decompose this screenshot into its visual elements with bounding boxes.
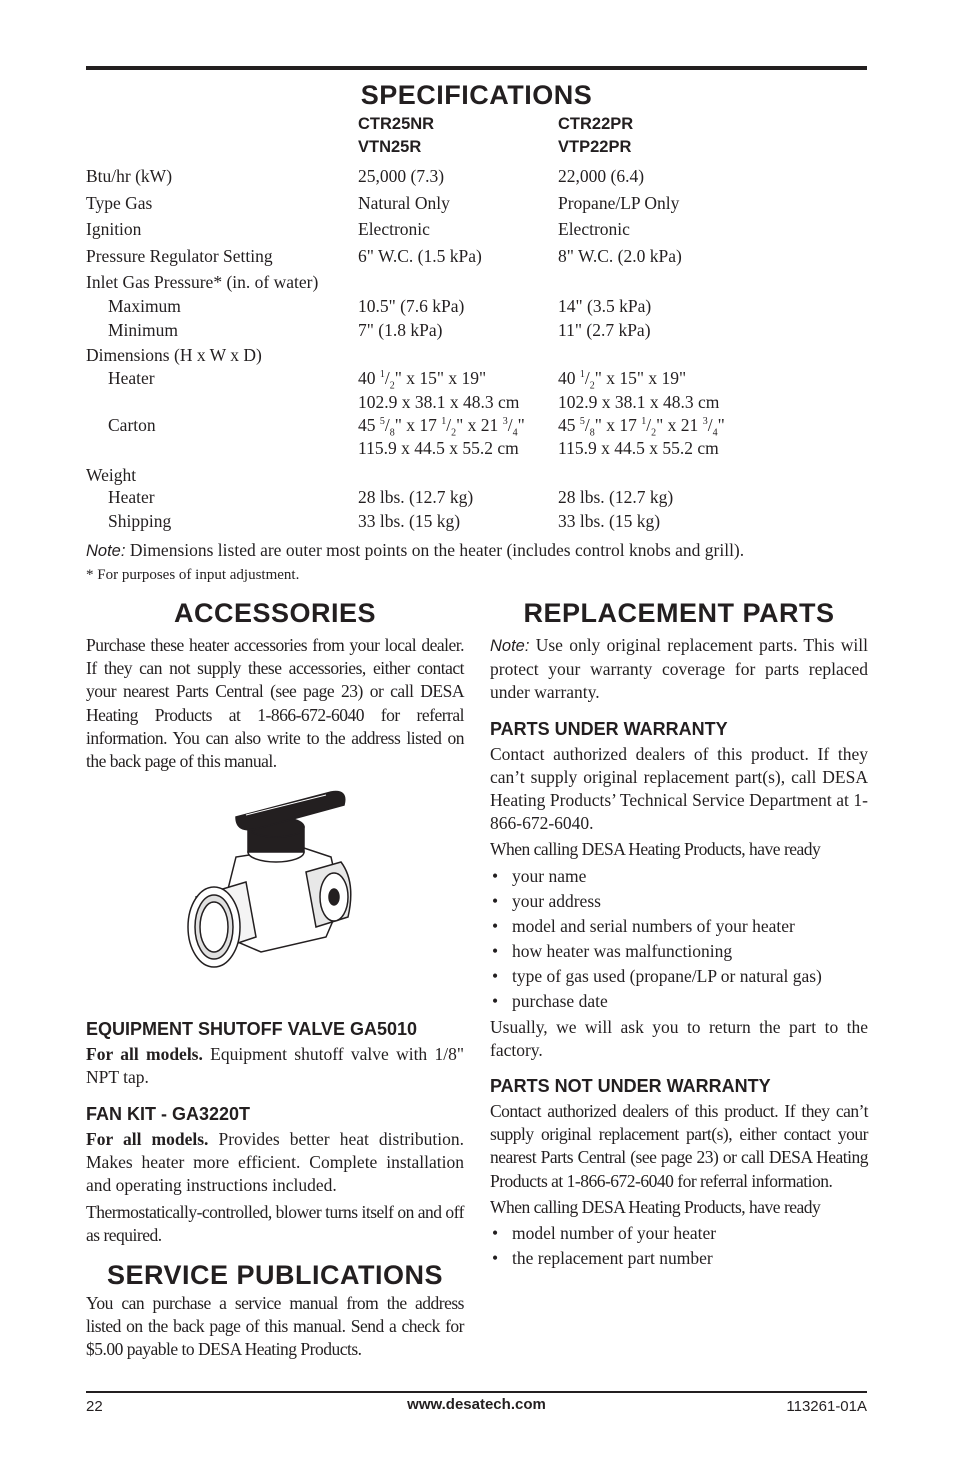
spec-value: 45 $^5/_8$" x 17 $^1/_2$" x 21 $^3/_4$" [558,415,725,439]
nonwarranty-checklist [490,1221,868,1271]
spec-row [86,487,876,510]
accessories-intro: Purchase these heater accessories from your local dealer. If they can not supply these accessories, either contact your nearest Parts Central (see page 23) or call DESA Heating Products at 1-866-672-6040 for referral information. You can also write to the address listed on the back page of this manual. [86,635,464,772]
spec-value: 33 lbs. (15 kg) [358,510,461,531]
spec-row [86,193,876,220]
model-ctr22pr: CTR22PR [558,115,634,133]
list-item: • model and serial numbers of your heater [490,914,868,939]
input-adjustment-footnote: * For purposes of input adjustment. [86,567,300,583]
parts-not-under-warranty-heading: PARTS NOT UNDER WARRANTY [490,1076,771,1097]
replacement-note-text: Use only original replacement parts. This will protect your warranty coverage for parts replaced under warranty. [490,635,868,703]
parts-under-warranty-heading: PARTS UNDER WARRANTY [490,718,728,739]
spec-value: 10.5" (7.6 kPa) [358,296,465,317]
valve-description [86,1043,464,1089]
note-text: Dimensions listed are outer most points on the heater (includes control knobs and grill). [125,540,745,560]
spec-row [86,415,876,438]
spec-row [86,166,876,193]
fan-kit-description [86,1128,464,1198]
spec-label: Ignition [86,219,142,240]
spec-value: 11" (2.7 kPa) [558,319,651,340]
model-vtp22pr: VTP22PR [558,138,632,157]
fan-text: Provides better heat distribution. Makes heater more efficient. Complete installation and operating instructions included. [86,1128,464,1196]
spec-row [86,246,876,273]
spec-value: 7" (1.8 kPa) [358,319,443,340]
spec-row [86,320,876,346]
list-item: • your address [490,889,868,914]
spec-row [86,345,876,368]
spec-value: 40 $^1/_2$" x 15" x 19" [358,368,487,392]
accessories-title: ACCESSORIES [173,598,377,628]
model-header-row-1 [86,115,876,138]
replacement-parts-title: REPLACEMENT PARTS [523,598,835,628]
warranty-checklist [490,864,868,1014]
spec-value: Propane/LP Only [558,192,680,213]
spec-row [86,511,876,534]
model-vtn25r: VTN25R [358,138,422,157]
spec-value: Natural Only [358,192,450,213]
spec-value: 22,000 (6.4) [558,166,645,187]
spec-label: Pressure Regulator Setting [86,245,273,266]
spec-value: 115.9 x 44.5 x 55.2 cm [558,438,719,459]
spec-label: Weight [86,465,137,486]
shutoff-valve-illustration [86,787,464,987]
valve-heading: EQUIPMENT SHUTOFF VALVE GA5010 [86,1019,418,1040]
spec-value: 6" W.C. (1.5 kPa) [358,245,482,266]
spec-row [86,296,876,319]
spec-value: 102.9 x 38.1 x 48.3 cm [558,391,720,412]
spec-row [86,465,876,489]
spec-value: 102.9 x 38.1 x 48.3 cm [358,391,520,412]
specifications-title: SPECIFICATIONS [360,80,593,110]
spec-label: Minimum [108,319,179,340]
spec-row [86,219,876,246]
spec-label: Dimensions (H x W x D) [86,345,262,366]
specifications-table [86,115,876,534]
service-publications-title: SERVICE PUBLICATIONS [106,1259,444,1290]
model-header-row-2 [86,138,876,166]
spec-label: Type Gas [86,192,153,213]
dimensions-note [86,540,744,561]
warranty-calling-text: When calling DESA Heating Products, have ready [490,839,821,860]
spec-label: Btu/hr (kW) [86,166,173,187]
document-code: 113261-01A [786,1398,867,1415]
valve-bold: For all models. [86,1044,203,1065]
spec-value: 40 $^1/_2$" x 15" x 19" [558,368,687,392]
note-label: Note: [490,637,530,655]
spec-value: Electronic [358,219,430,240]
list-item: • model number of your heater [490,1221,868,1246]
spec-label: Carton [108,415,156,436]
fan-kit-thermostat: Thermostatically-controlled, blower turns itself on and off as required. [86,1202,464,1246]
valve-text: Equipment shutoff valve with 1/8" NPT tap. [86,1044,464,1088]
list-item: • your name [490,864,868,889]
spec-value: 28 lbs. (12.7 kg) [558,487,674,508]
parts-under-warranty-text: Contact authorized dealers of this product. If they can’t supply original replacement part(s), call DESA Heating Products’ Technical Service Department at 1-866-672-6040. [490,743,868,834]
spec-label: Shipping [108,510,172,531]
warranty-return-text: Usually, we will ask you to return the part to the factory. [490,1016,868,1060]
right-column [490,596,868,1271]
spec-value: 28 lbs. (12.7 kg) [358,487,474,508]
page-footer [86,1391,867,1419]
spec-value: Electronic [558,219,630,240]
service-publications-text: You can purchase a service manual from the address listed on the back page of this manual. Send a check for $5.00 payable to DESA Heating Products. [86,1292,464,1360]
spec-row [86,368,876,391]
replacement-note [490,634,868,705]
spec-row [86,272,876,296]
website-link[interactable]: www.desatech.com [407,1396,546,1413]
note-label: Note: [86,542,126,560]
list-item: • the replacement part number [490,1246,868,1271]
spec-label: Inlet Gas Pressure* (in. of water) [86,272,319,293]
left-column [86,596,464,1361]
spec-value: 45 $^5/_8$" x 17 $^1/_2$" x 21 $^3/_4$" [358,415,525,439]
spec-label: Maximum [108,296,181,317]
list-item: • purchase date [490,989,868,1014]
parts-not-under-warranty-text: Contact authorized dealers of this product. If they can’t supply original replacement part(s), either contact your nearest Parts Central (see page 23) or call DESA Heating Products at 1-866-672-6040 for referral information. [490,1101,868,1191]
model-ctr25nr: CTR25NR [358,115,435,133]
fan-bold: For all models. [86,1128,209,1149]
valve-image [86,787,464,987]
spec-value: 33 lbs. (15 kg) [558,510,661,531]
spec-value: 25,000 (7.3) [358,166,445,187]
spec-row [86,392,876,415]
spec-value: 14" (3.5 kPa) [558,296,652,317]
fan-kit-heading: FAN KIT - GA3220T [86,1103,251,1124]
top-rule [86,66,867,70]
list-item: • type of gas used (propane/LP or natural gas) [490,964,868,989]
spec-label: Heater [108,368,155,389]
spec-row [86,438,876,463]
page-number: 22 [86,1398,103,1415]
spec-label: Heater [108,487,155,508]
nonwarranty-calling-text: When calling DESA Heating Products, have ready [490,1196,821,1217]
list-item: • how heater was malfunctioning [490,939,868,964]
spec-value: 8" W.C. (2.0 kPa) [558,245,682,266]
spec-value: 115.9 x 44.5 x 55.2 cm [358,438,519,459]
